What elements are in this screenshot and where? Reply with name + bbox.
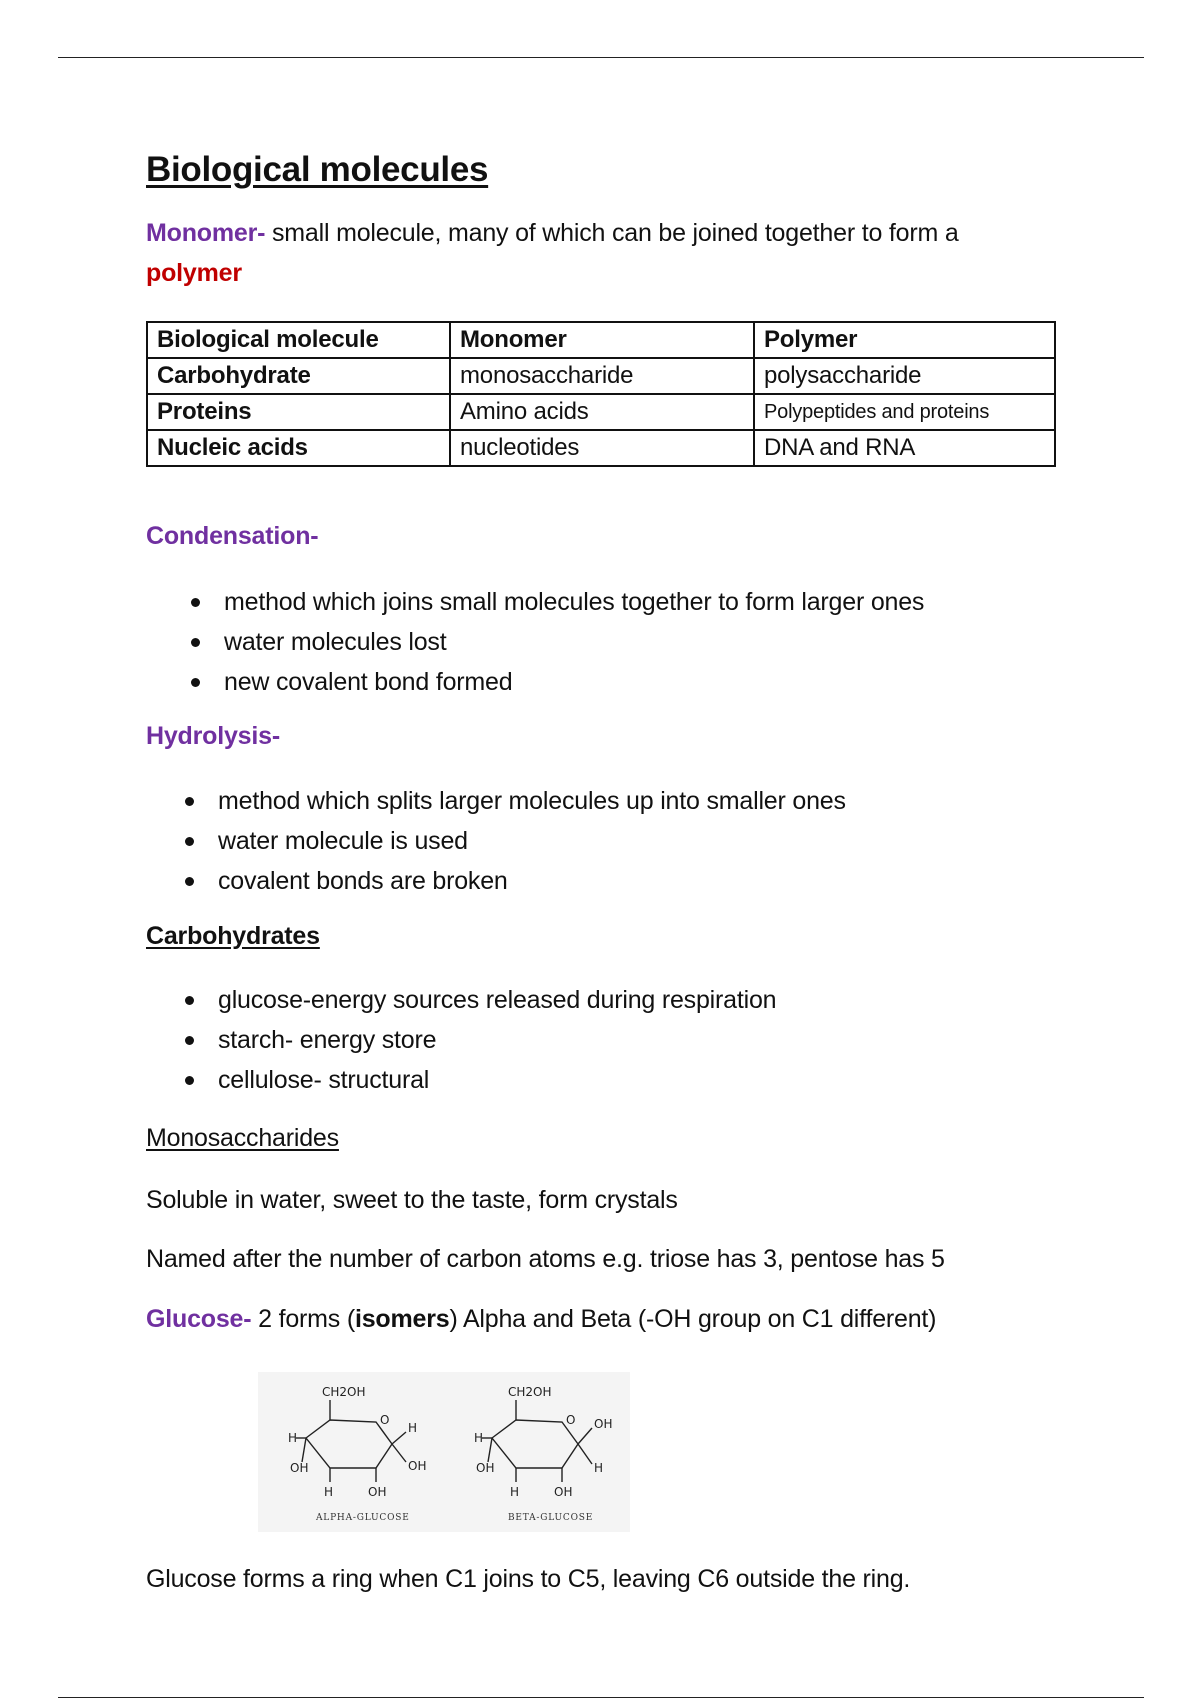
- monosaccharides-line-2: Named after the number of carbon atoms e.g. triose has 3, pentose has 5: [146, 1245, 945, 1273]
- beta-ch2oh-label: CH2OH: [508, 1385, 552, 1399]
- table-cell: Nucleic acids: [147, 430, 450, 466]
- beta-oh-label: OH: [476, 1461, 495, 1475]
- bullet-icon: [185, 996, 194, 1005]
- alpha-ring-o-label: O: [380, 1413, 390, 1427]
- list-item: new covalent bond formed: [224, 662, 924, 702]
- alpha-oh-bottom-label: OH: [368, 1485, 387, 1499]
- bullet-icon: [191, 598, 200, 607]
- beta-oh-bottom-label: OH: [554, 1485, 573, 1499]
- table-cell: Polypeptides and proteins: [754, 394, 1055, 430]
- condensation-list: [224, 582, 924, 702]
- glucose-term: Glucose-: [146, 1305, 252, 1333]
- carbohydrates-heading: Carbohydrates: [146, 922, 320, 950]
- bullet-icon: [185, 837, 194, 846]
- beta-h-label: H: [474, 1431, 484, 1445]
- list-item: covalent bonds are broken: [218, 861, 846, 901]
- beta-ring-o-label: O: [566, 1413, 576, 1427]
- hydrolysis-heading: Hydrolysis-: [146, 722, 280, 750]
- glucose-ring-note: Glucose forms a ring when C1 joins to C5, leaving C6 outside the ring.: [146, 1565, 911, 1593]
- alpha-oh-label: OH: [290, 1461, 309, 1475]
- condensation-heading: Condensation-: [146, 522, 319, 550]
- list-item: cellulose- structural: [218, 1060, 776, 1100]
- bullet-icon: [185, 1076, 194, 1085]
- alpha-glucose-caption: ALPHA-GLUCOSE: [316, 1513, 410, 1523]
- monomer-definition: [146, 213, 959, 293]
- beta-c1-oh-label: OH: [594, 1417, 613, 1431]
- list-item: method which joins small molecules together to form larger ones: [224, 582, 924, 622]
- monomer-term: Monomer-: [146, 219, 266, 247]
- list-item: starch- energy store: [218, 1020, 776, 1060]
- glucose-structures-figure: [258, 1372, 630, 1532]
- page-title: Biological molecules: [146, 150, 489, 189]
- table-cell: Carbohydrate: [147, 358, 450, 394]
- alpha-c1-h-label: H: [408, 1421, 418, 1435]
- monosaccharides-heading: Monosaccharides: [146, 1124, 339, 1152]
- table-cell: Amino acids: [450, 394, 754, 430]
- table-row: [147, 394, 1055, 430]
- table-cell: polysaccharide: [754, 358, 1055, 394]
- list-item: water molecule is used: [218, 821, 846, 861]
- isomers-term: isomers: [354, 1305, 450, 1333]
- polymer-term: polymer: [146, 259, 242, 287]
- beta-glucose-caption: BETA-GLUCOSE: [508, 1513, 594, 1523]
- table-cell: monosaccharide: [450, 358, 754, 394]
- table-row: [147, 430, 1055, 466]
- top-rule: [58, 57, 1144, 58]
- beta-h-bottom-label: H: [510, 1485, 520, 1499]
- alpha-h-bottom-label: H: [324, 1485, 334, 1499]
- list-item: method which splits larger molecules up into smaller ones: [218, 781, 846, 821]
- table-header: Monomer: [450, 322, 754, 358]
- alpha-ch2oh-label: CH2OH: [322, 1385, 366, 1399]
- alpha-glucose-structure: [296, 1400, 406, 1482]
- bottom-rule: [58, 1697, 1144, 1698]
- list-item: water molecules lost: [224, 622, 924, 662]
- table-cell: nucleotides: [450, 430, 754, 466]
- beta-c1-h-label: H: [594, 1461, 604, 1475]
- list-item: glucose-energy sources released during respiration: [218, 980, 776, 1020]
- carbohydrates-list: [218, 980, 776, 1100]
- bullet-icon: [191, 638, 200, 647]
- monosaccharides-line-1: Soluble in water, sweet to the taste, form crystals: [146, 1186, 678, 1214]
- table-cell: Proteins: [147, 394, 450, 430]
- monomer-text: small molecule, many of which can be joined together to form a: [265, 219, 959, 247]
- glucose-line: Glucose- 2 forms (isomers) Alpha and Beta (-OH group on C1 different): [146, 1305, 937, 1333]
- bullet-icon: [191, 678, 200, 687]
- bullet-icon: [185, 797, 194, 806]
- table-header-row: [147, 322, 1055, 358]
- glucose-structures-diagram: [258, 1372, 630, 1532]
- table-header: Polymer: [754, 322, 1055, 358]
- alpha-c1-oh-label: OH: [408, 1459, 427, 1473]
- alpha-h-label: H: [288, 1431, 298, 1445]
- beta-glucose-structure: [482, 1400, 592, 1482]
- hydrolysis-list: [218, 781, 846, 901]
- bullet-icon: [185, 1036, 194, 1045]
- table-cell: DNA and RNA: [754, 430, 1055, 466]
- table-header: Biological molecule: [147, 322, 450, 358]
- table-row: [147, 358, 1055, 394]
- molecules-table: [146, 321, 1056, 467]
- bullet-icon: [185, 877, 194, 886]
